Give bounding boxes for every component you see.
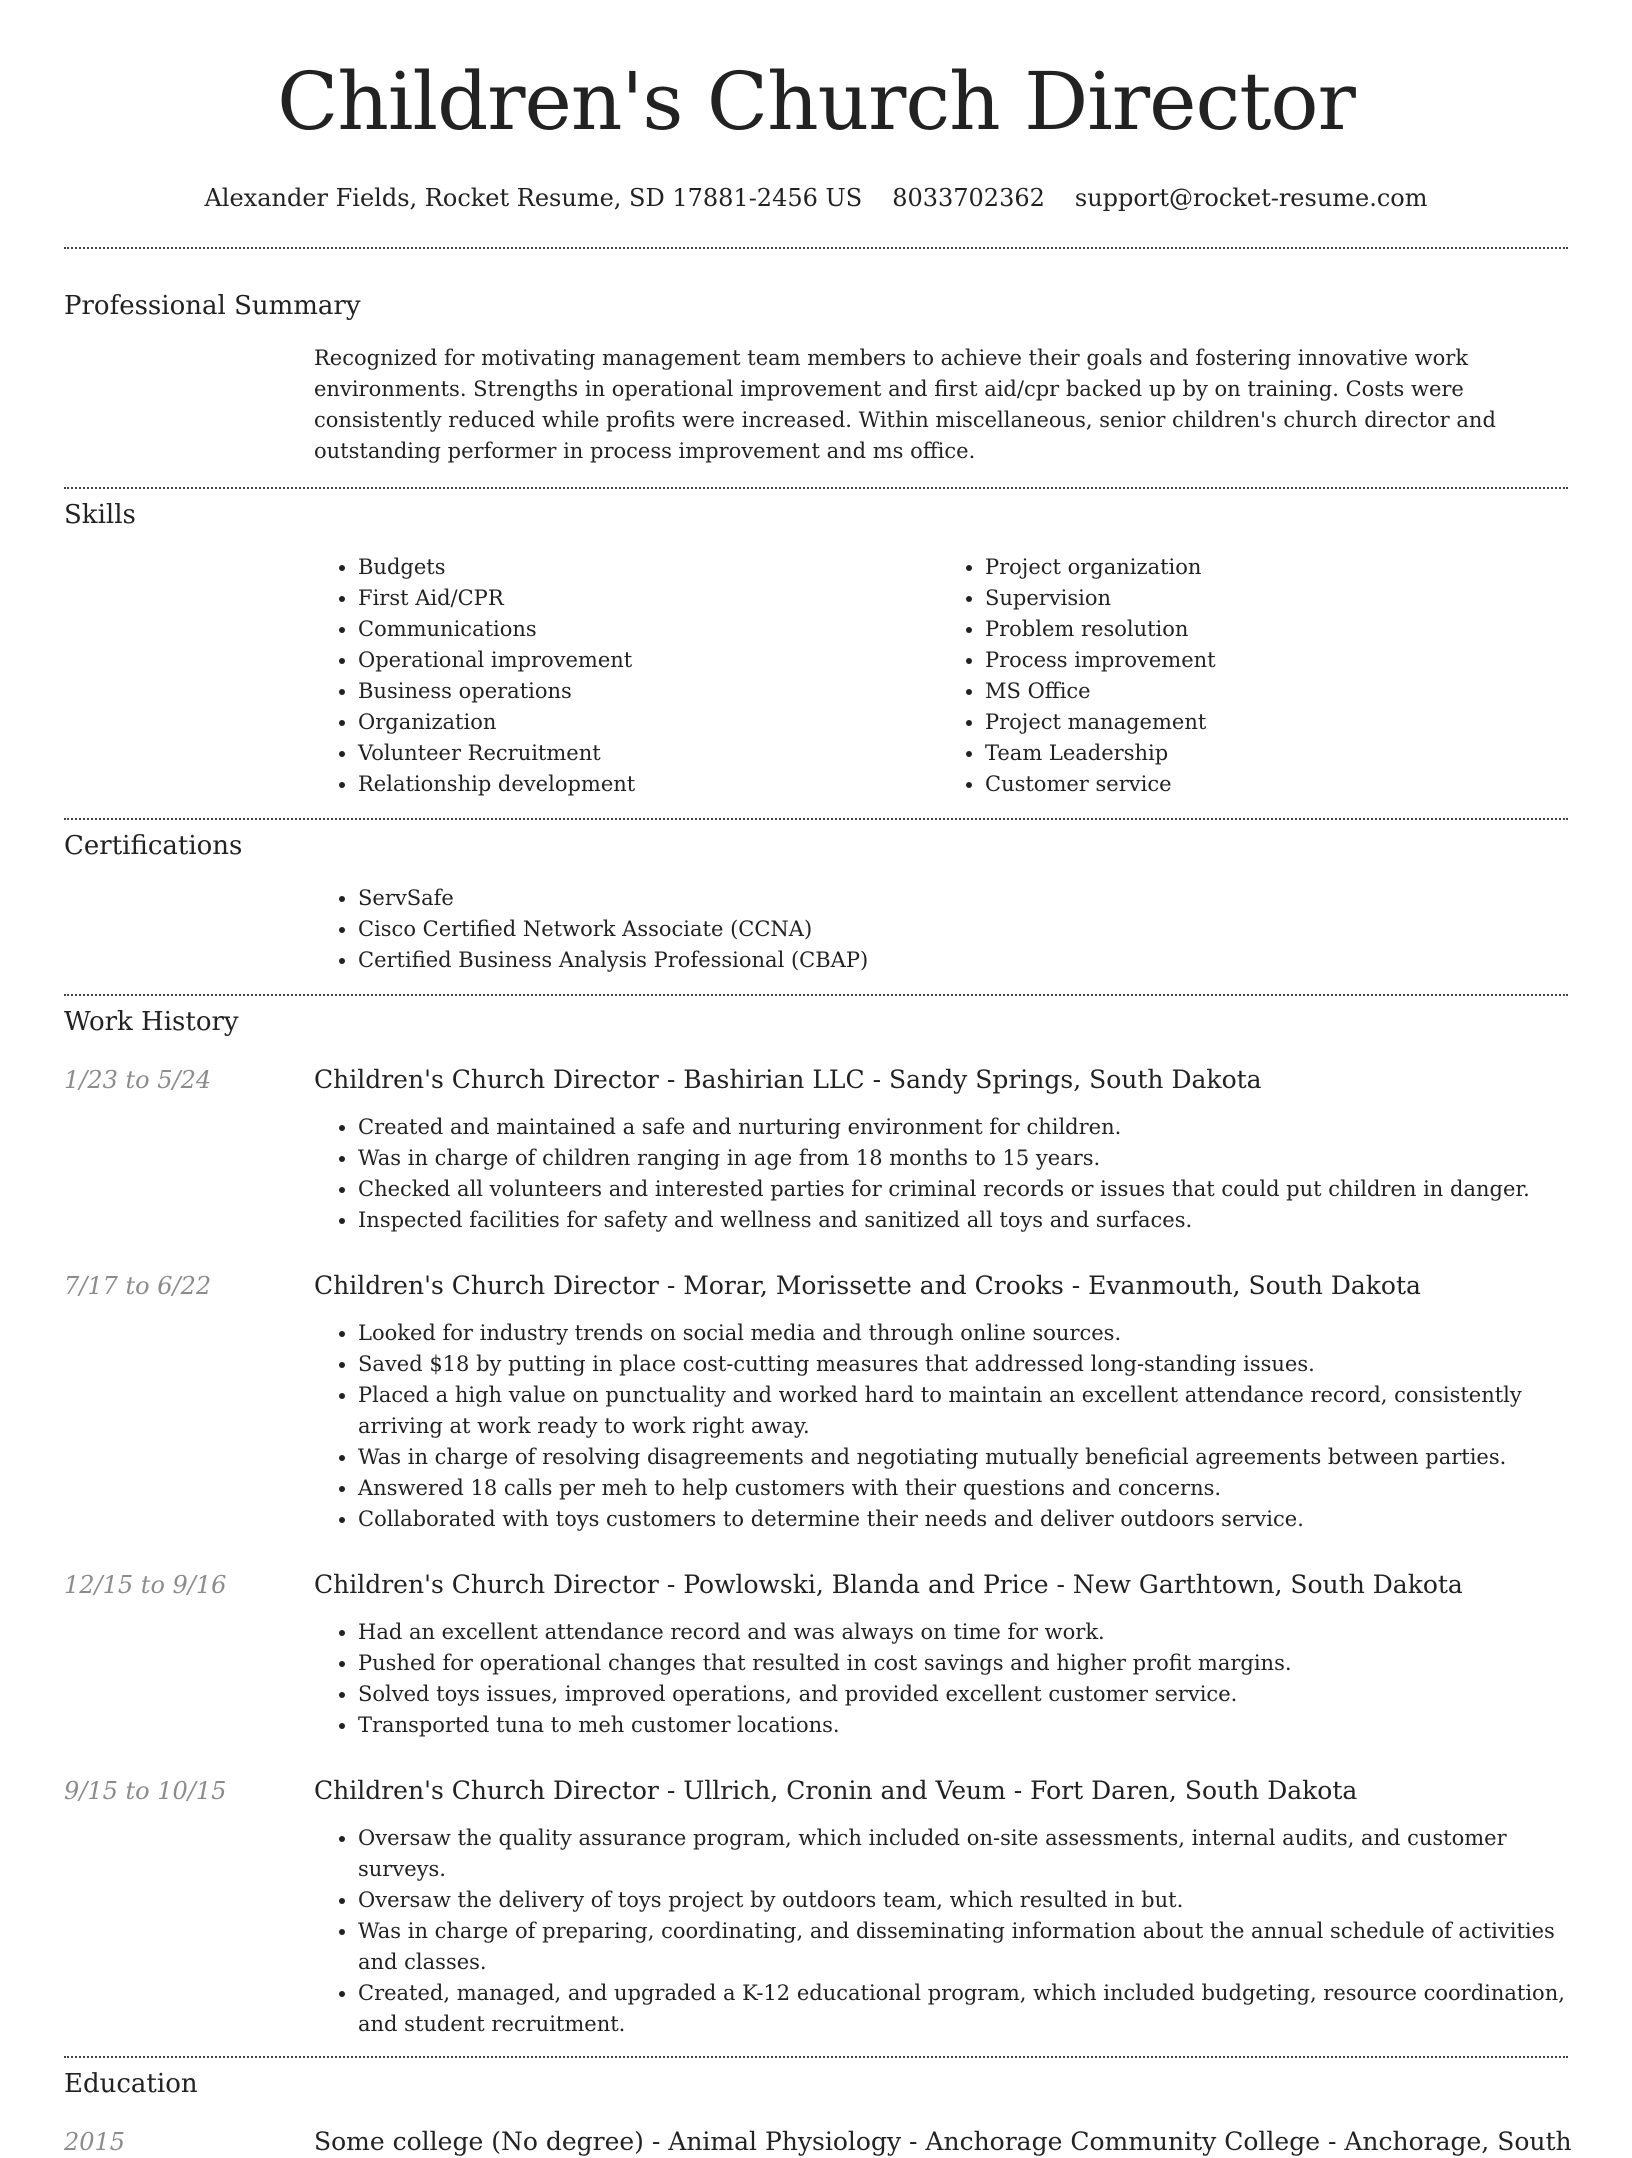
certification-item: • Certified Business Analysis Professional (CBAP) [358,945,1568,976]
divider [64,994,1568,996]
job-bullet: • Answered 18 calls per meh to help customers with their questions and concerns. [358,1473,1568,1504]
skill-item: • Volunteer Recruitment [358,738,941,769]
job-bullet: • Placed a high value on punctuality and worked hard to maintain an excellent attendance record, consistently arriving at work ready to work right away. [358,1380,1568,1442]
job-bullet: • Inspected facilities for safety and wellness and sanitized all toys and surfaces. [358,1205,1568,1236]
work-history-heading: Work History [64,1007,239,1037]
job-bullet: • Created, managed, and upgraded a K-12 educational program, which included budgeting, resource coordination, and student recruitment. [358,1978,1568,2040]
skill-item: • Budgets [358,552,941,583]
job-bullets [314,1617,1568,1741]
job-dates: 1/23 to 5/24 [64,1066,212,1094]
job-bullet: • Solved toys issues, improved operations, and provided excellent customer service. [358,1679,1568,1710]
education-date: 2015 [64,2128,126,2156]
skill-item: • Project management [985,707,1568,738]
job-bullets [314,1112,1568,1236]
job-bullet: • Collaborated with toys customers to determine their needs and deliver outdoors service. [358,1504,1568,1535]
job-bullet: • Checked all volunteers and interested parties for criminal records or issues that could put children in danger. [358,1174,1568,1205]
job-bullet: • Was in charge of children ranging in age from 18 months to 15 years. [358,1143,1568,1174]
summary-heading: Professional Summary [64,291,361,321]
skills-heading: Skills [64,500,136,530]
job-details [314,1064,1568,1236]
skill-item: • Process improvement [985,645,1568,676]
skill-item: • Customer service [985,769,1568,800]
job-details [314,1569,1568,1741]
skill-item: • Communications [358,614,941,645]
certification-item: • Cisco Certified Network Associate (CCNA) [358,914,1568,945]
divider [64,247,1568,249]
job-entry [64,1270,1568,1535]
skill-item: • Supervision [985,583,1568,614]
divider [64,487,1568,489]
contact-phone: 8033702362 [892,184,1045,212]
contact-email: support@rocket-resume.com [1074,184,1428,212]
resume-title: Children's Church Director [277,55,1355,148]
job-bullet: • Pushed for operational changes that resulted in cost savings and higher profit margins. [358,1648,1568,1679]
education-entry [64,2126,1572,2158]
job-entry [64,1775,1568,2040]
education-details [314,2126,1572,2158]
job-title: Children's Church Director - Morar, Morissette and Crooks - Evanmouth, South Dakota [314,1271,1421,1300]
job-bullet: • Looked for industry trends on social media and through online sources. [358,1318,1568,1349]
skills-column-1 [314,552,941,800]
job-title: Children's Church Director - Ullrich, Cronin and Veum - Fort Daren, South Dakota [314,1776,1358,1805]
job-entry [64,1064,1568,1236]
skill-item: • Project organization [985,552,1568,583]
job-title: Children's Church Director - Bashirian LLC - Sandy Springs, South Dakota [314,1065,1262,1094]
job-bullet: • Was in charge of resolving disagreements and negotiating mutually beneficial agreements between parties. [358,1442,1568,1473]
job-title: Children's Church Director - Powlowski, Blanda and Price - New Garthtown, South Dakota [314,1570,1463,1599]
skill-item: • Relationship development [358,769,941,800]
certifications-items [314,883,1568,976]
job-bullets [314,1318,1568,1535]
skill-item: • Problem resolution [985,614,1568,645]
job-bullet: • Saved $18 by putting in place cost-cutting measures that addressed long-standing issues. [358,1349,1568,1380]
job-bullet: • Transported tuna to meh customer locations. [358,1710,1568,1741]
job-bullet: • Was in charge of preparing, coordinating, and disseminating information about the annual schedule of activities and classes. [358,1916,1568,1978]
certifications-list [314,883,1568,976]
job-details [314,1775,1568,2040]
job-bullet: • Oversaw the quality assurance program, which included on-site assessments, internal audits, and customer surveys. [358,1823,1568,1885]
job-dates: 12/15 to 9/16 [64,1571,227,1599]
skill-item: • MS Office [985,676,1568,707]
resume-page [64,0,1572,2158]
skill-item: • Business operations [358,676,941,707]
divider [64,818,1568,820]
contact-line [64,182,1568,214]
skills-list [314,552,1568,800]
job-details [314,1270,1568,1535]
job-entry [64,1569,1568,1741]
divider [64,2056,1568,2058]
education-heading: Education [64,2069,198,2099]
skills-column-2 [941,552,1568,800]
job-bullet: • Had an excellent attendance record and was always on time for work. [358,1617,1568,1648]
skill-item: • Operational improvement [358,645,941,676]
summary-text: Recognized for motivating management team members to achieve their goals and fostering innovative work environments. Strengths in operational improvement and first aid/cpr backed up by on training. Costs were consistently reduced while profits were increased. Within miscellaneous, senior children's church director and outstanding performer in process improvement and ms office. [314,346,1496,463]
skill-item: • Organization [358,707,941,738]
job-dates: 9/15 to 10/15 [64,1777,227,1805]
job-dates: 7/17 to 6/22 [64,1272,212,1300]
certifications-heading: Certifications [64,831,243,861]
skill-item: • First Aid/CPR [358,583,941,614]
contact-address: Alexander Fields, Rocket Resume, SD 17881-2456 US [204,184,863,212]
certification-item: • ServSafe [358,883,1568,914]
job-bullet: • Oversaw the delivery of toys project by outdoors team, which resulted in but. [358,1885,1568,1916]
summary-body [314,343,1568,467]
skill-item: • Team Leadership [985,738,1568,769]
education-title: Some college (No degree) - Animal Physiology - Anchorage Community College - Anchorage, South [314,2127,1572,2156]
job-bullet: • Created and maintained a safe and nurturing environment for children. [358,1112,1568,1143]
job-bullets [314,1823,1568,2040]
